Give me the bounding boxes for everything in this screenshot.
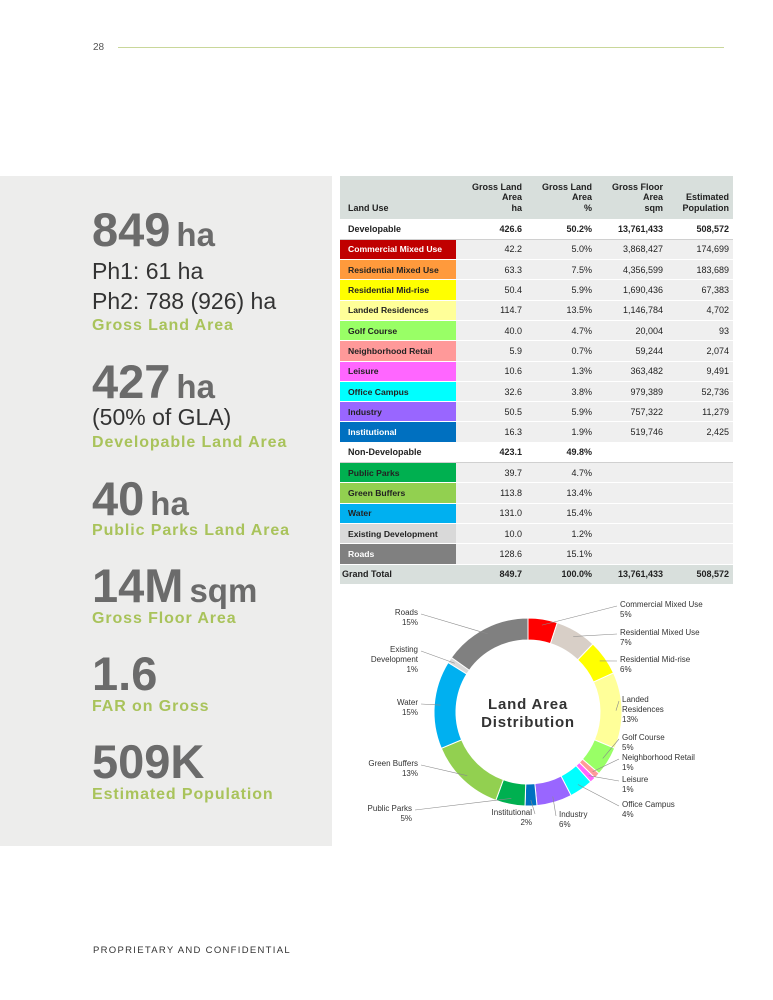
table-row [340,239,733,259]
cell-pop: 174,699 [667,239,733,259]
cell-pop: 11,279 [667,402,733,422]
cell-pct: 0.7% [526,341,596,361]
cell-pct: 1.2% [526,523,596,543]
cell-name: Water [340,503,456,523]
stat-population-value: 509K [92,735,205,788]
cell-pct: 49.8% [526,442,596,462]
cell-gfa: 3,868,427 [596,239,667,259]
table-row [340,381,733,401]
header-population: Estimated Population [667,176,733,219]
stat-developable-value: 427 ha [92,355,215,408]
chart-label: Residential Mixed Use 7% [620,628,700,647]
table-row [340,260,733,280]
cell-ha: 849.7 [456,564,526,584]
table-row [340,361,733,381]
stat-developable-note: (50% of GLA) [92,404,232,430]
table-row-non-developable [340,442,733,462]
cell-ha: 42.2 [456,239,526,259]
cell-pct: 15.4% [526,503,596,523]
chart-title-line1: Land Area [488,696,568,713]
table-body [340,219,733,584]
table-row [340,422,733,442]
donut-slice-roads [451,618,528,670]
cell-gfa [596,544,667,564]
header-gla-pct: Gross Land Area % [526,176,596,219]
cell-pct: 4.7% [526,463,596,483]
cell-name: Green Buffers [340,483,456,503]
chart-label: Public Parks 5% [367,804,412,823]
chart-title-line2: Distribution [481,714,575,731]
cell-name: Public Parks [340,463,456,483]
cell-gfa: 59,244 [596,341,667,361]
cell-pct: 50.2% [526,219,596,239]
table-row [340,463,733,483]
cell-name: Non-Developable [340,442,456,462]
chart-label: Commercial Mixed Use 5% [620,600,703,619]
table-row [340,544,733,564]
cell-pct: 4.7% [526,320,596,340]
table-row [340,503,733,523]
cell-pct: 13.5% [526,300,596,320]
header-land-use: Land Use [340,176,456,219]
cell-gfa: 20,004 [596,320,667,340]
header-rule [118,47,724,48]
cell-pct: 5.0% [526,239,596,259]
chart-label: Residential Mid-rise 6% [620,655,691,674]
cell-ha: 10.0 [456,523,526,543]
stat-gfa-value: 14M sqm [92,559,258,612]
cell-pct: 100.0% [526,564,596,584]
cell-name: Developable [340,219,456,239]
cell-ha: 50.4 [456,280,526,300]
cell-name: Grand Total [340,564,456,584]
cell-gfa [596,523,667,543]
stat-gross-value: 849 ha [92,203,215,256]
cell-ha: 39.7 [456,463,526,483]
donut-slice-institutional [525,784,537,806]
cell-gfa [596,442,667,462]
cell-name: Landed Residences [340,300,456,320]
chart-leader-line [578,784,619,806]
chart-label: Roads 15% [394,608,418,627]
stat-far [92,647,158,700]
table-row [340,341,733,361]
table-row-developable [340,219,733,239]
cell-gfa: 1,690,436 [596,280,667,300]
cell-pop: 508,572 [667,219,733,239]
cell-ha: 5.9 [456,341,526,361]
cell-gfa: 13,761,433 [596,564,667,584]
chart-label: Green Buffers 13% [368,759,418,778]
stat-parks-label: Public Parks Land Area [92,522,290,539]
cell-pop [667,463,733,483]
chart-label: Existing Development 1% [370,645,418,674]
cell-pop [667,442,733,462]
cell-pct: 1.9% [526,422,596,442]
chart-label: Leisure 1% [622,775,649,794]
chart-label: Golf Course 5% [622,733,665,752]
cell-name: Residential Mid-rise [340,280,456,300]
chart-leader-line [542,606,617,625]
cell-name: Neighborhood Retail [340,341,456,361]
chart-label: Institutional 2% [491,808,532,827]
chart-leader-line [421,651,455,663]
cell-gfa: 363,482 [596,361,667,381]
header-gfa: Gross Floor Area sqm [596,176,667,219]
cell-ha: 16.3 [456,422,526,442]
cell-pop: 508,572 [667,564,733,584]
chart-label: Office Campus 4% [622,800,675,819]
cell-gfa: 1,146,784 [596,300,667,320]
cell-pop: 4,702 [667,300,733,320]
stat-population [92,735,205,788]
stat-gross-ph1: Ph1: 61 ha [92,258,204,284]
cell-name: Existing Development [340,523,456,543]
stat-developable [92,355,215,408]
stat-parks [92,472,189,525]
cell-pop: 67,383 [667,280,733,300]
chart-label: Industry 6% [559,810,588,829]
cell-pct: 15.1% [526,544,596,564]
cell-gfa [596,463,667,483]
cell-pop: 52,736 [667,381,733,401]
cell-ha: 128.6 [456,544,526,564]
table-row [340,320,733,340]
cell-gfa: 519,746 [596,422,667,442]
cell-ha: 63.3 [456,260,526,280]
table-header-row [340,176,733,219]
cell-ha: 50.5 [456,402,526,422]
cell-gfa: 979,389 [596,381,667,401]
cell-pop: 93 [667,320,733,340]
cell-ha: 423.1 [456,442,526,462]
cell-ha: 114.7 [456,300,526,320]
cell-pop: 183,689 [667,260,733,280]
cell-gfa [596,483,667,503]
stat-gross-land-area [92,203,215,256]
table-row [340,402,733,422]
cell-pop [667,503,733,523]
cell-pop [667,544,733,564]
page-number: 28 [93,42,105,53]
cell-name: Office Campus [340,381,456,401]
table-row [340,483,733,503]
table-row-grand-total [340,564,733,584]
donut-slice-green-buffers [441,740,503,801]
cell-pct: 3.8% [526,381,596,401]
cell-name: Industry [340,402,456,422]
table-row [340,280,733,300]
cell-pct: 5.9% [526,402,596,422]
cell-name: Commercial Mixed Use [340,239,456,259]
cell-ha: 426.6 [456,219,526,239]
cell-name: Roads [340,544,456,564]
cell-ha: 10.6 [456,361,526,381]
cell-ha: 113.8 [456,483,526,503]
cell-pop: 9,491 [667,361,733,381]
cell-pop [667,523,733,543]
cell-pop [667,483,733,503]
cell-name: Institutional [340,422,456,442]
cell-ha: 32.6 [456,381,526,401]
stat-developable-label: Developable Land Area [92,434,288,451]
cell-ha: 131.0 [456,503,526,523]
cell-pop: 2,074 [667,341,733,361]
stat-gross-label: Gross Land Area [92,317,234,334]
cell-name: Golf Course [340,320,456,340]
stat-far-value: 1.6 [92,647,158,700]
cell-gfa [596,503,667,523]
land-use-table [340,176,733,585]
cell-ha: 40.0 [456,320,526,340]
cell-pct: 13.4% [526,483,596,503]
cell-gfa: 757,322 [596,402,667,422]
cell-name: Leisure [340,361,456,381]
stat-gross-ph2: Ph2: 788 (926) ha [92,288,277,314]
stat-population-label: Estimated Population [92,786,274,803]
cell-gfa: 13,761,433 [596,219,667,239]
stat-gfa [92,559,258,612]
stat-parks-value: 40 ha [92,472,189,525]
cell-gfa: 4,356,599 [596,260,667,280]
cell-pct: 5.9% [526,280,596,300]
land-area-chart [340,590,733,840]
chart-label: Neighborhood Retail 1% [622,753,695,772]
chart-label: Landed Residences 13% [622,695,664,724]
footer-confidential: PROPRIETARY AND CONFIDENTIAL [93,945,291,956]
table-row [340,523,733,543]
stat-far-label: FAR on Gross [92,698,210,715]
chart-title [458,696,598,732]
cell-pct: 7.5% [526,260,596,280]
chart-label: Water 15% [396,698,418,717]
stat-gfa-label: Gross Floor Area [92,610,237,627]
chart-leader-line [421,614,488,634]
cell-pct: 1.3% [526,361,596,381]
header-gla-ha: Gross Land Area ha [456,176,526,219]
cell-name: Residential Mixed Use [340,260,456,280]
cell-pop: 2,425 [667,422,733,442]
table-row [340,300,733,320]
